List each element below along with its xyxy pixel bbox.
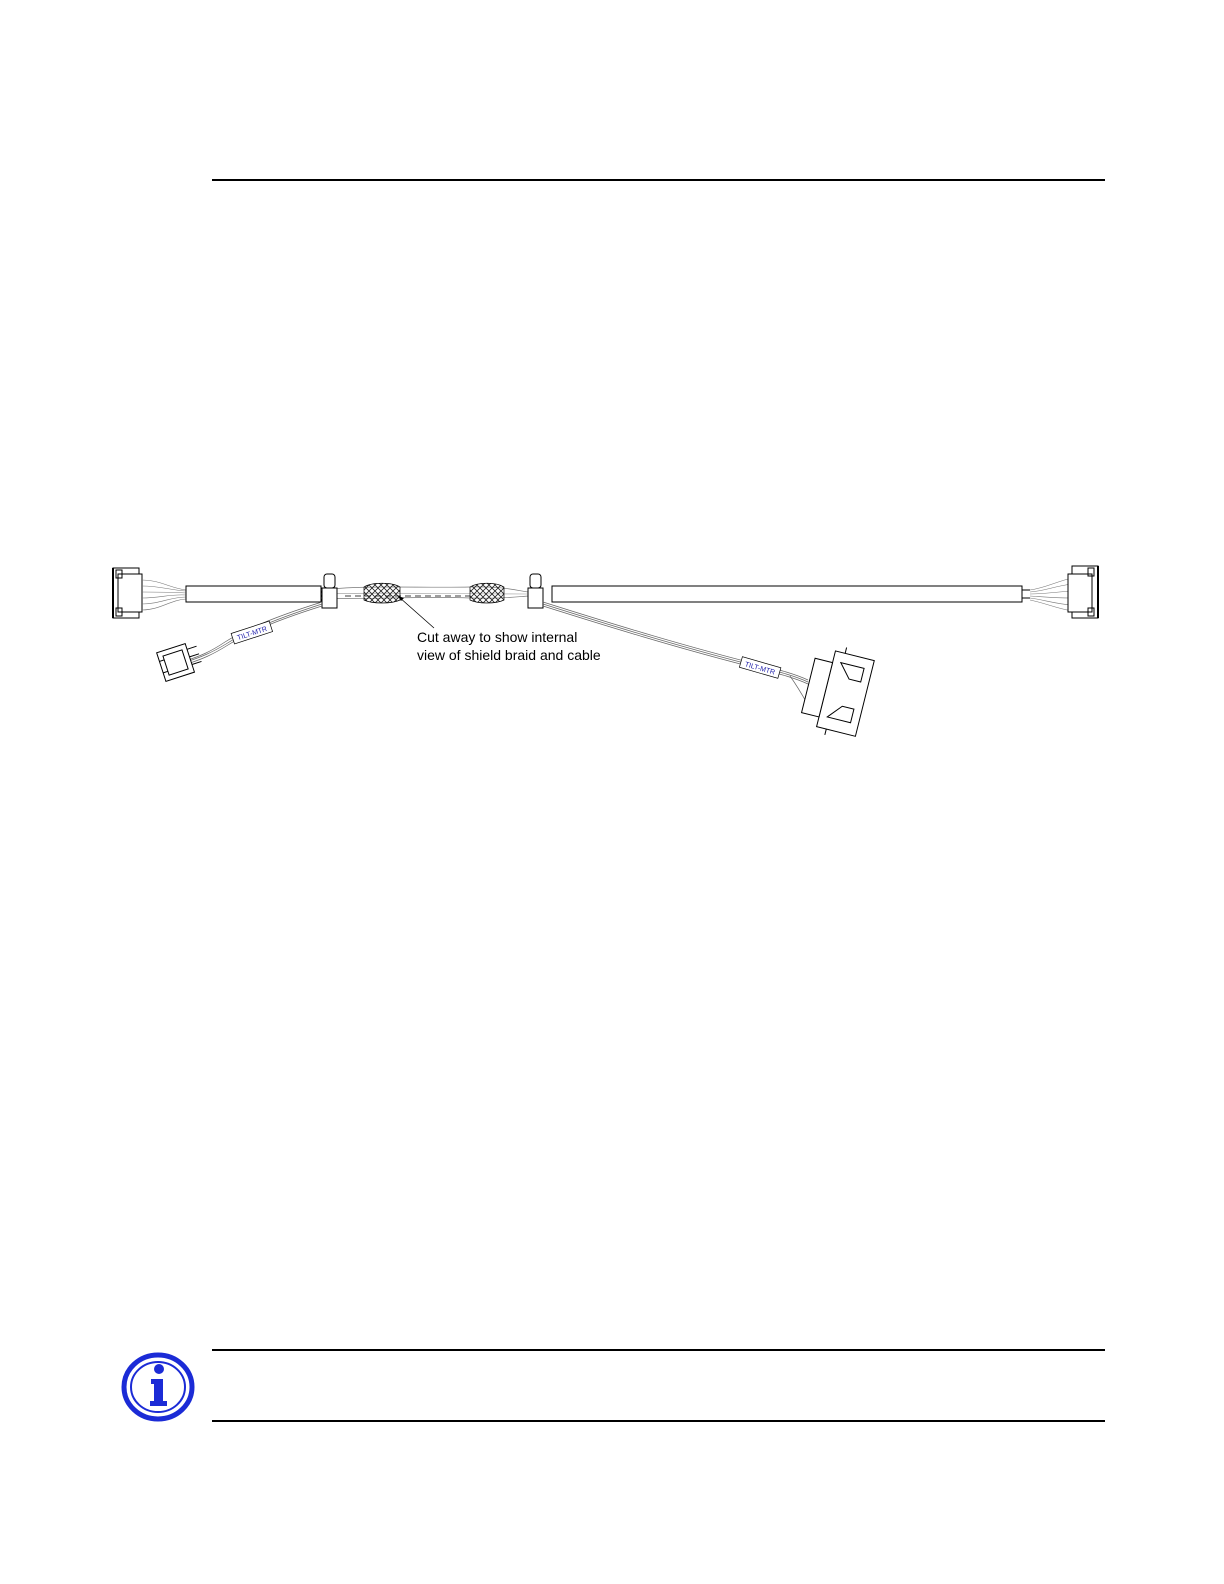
callout-leader xyxy=(398,596,434,628)
note-bottom-rule xyxy=(212,1420,1105,1422)
cable-harness-diagram xyxy=(100,540,1130,770)
callout-text-line-1: Cut away to show internal xyxy=(417,629,578,645)
left-branch-label xyxy=(231,621,272,644)
main-cable xyxy=(186,586,1030,602)
right-branch-label xyxy=(739,657,780,679)
right-branch-tag-text: TILT-MTR xyxy=(743,661,776,677)
right-end-connector xyxy=(1068,566,1098,618)
cutaway-section xyxy=(321,583,528,603)
callout-text-line-2: view of shield braid and cable xyxy=(417,647,601,663)
right-branch-connector xyxy=(798,641,876,742)
left-breakout-clamp xyxy=(322,574,337,608)
left-branch-tag-text: TILT-MTR xyxy=(236,625,269,643)
note-top-rule xyxy=(212,1349,1105,1351)
header-rule xyxy=(212,179,1105,181)
left-fanout-wires xyxy=(142,580,186,610)
left-branch-connector xyxy=(157,641,204,682)
right-fanout-wires xyxy=(1030,578,1072,611)
info-icon xyxy=(120,1351,196,1423)
left-end-connector xyxy=(113,568,142,618)
right-breakout-clamp xyxy=(528,574,543,608)
